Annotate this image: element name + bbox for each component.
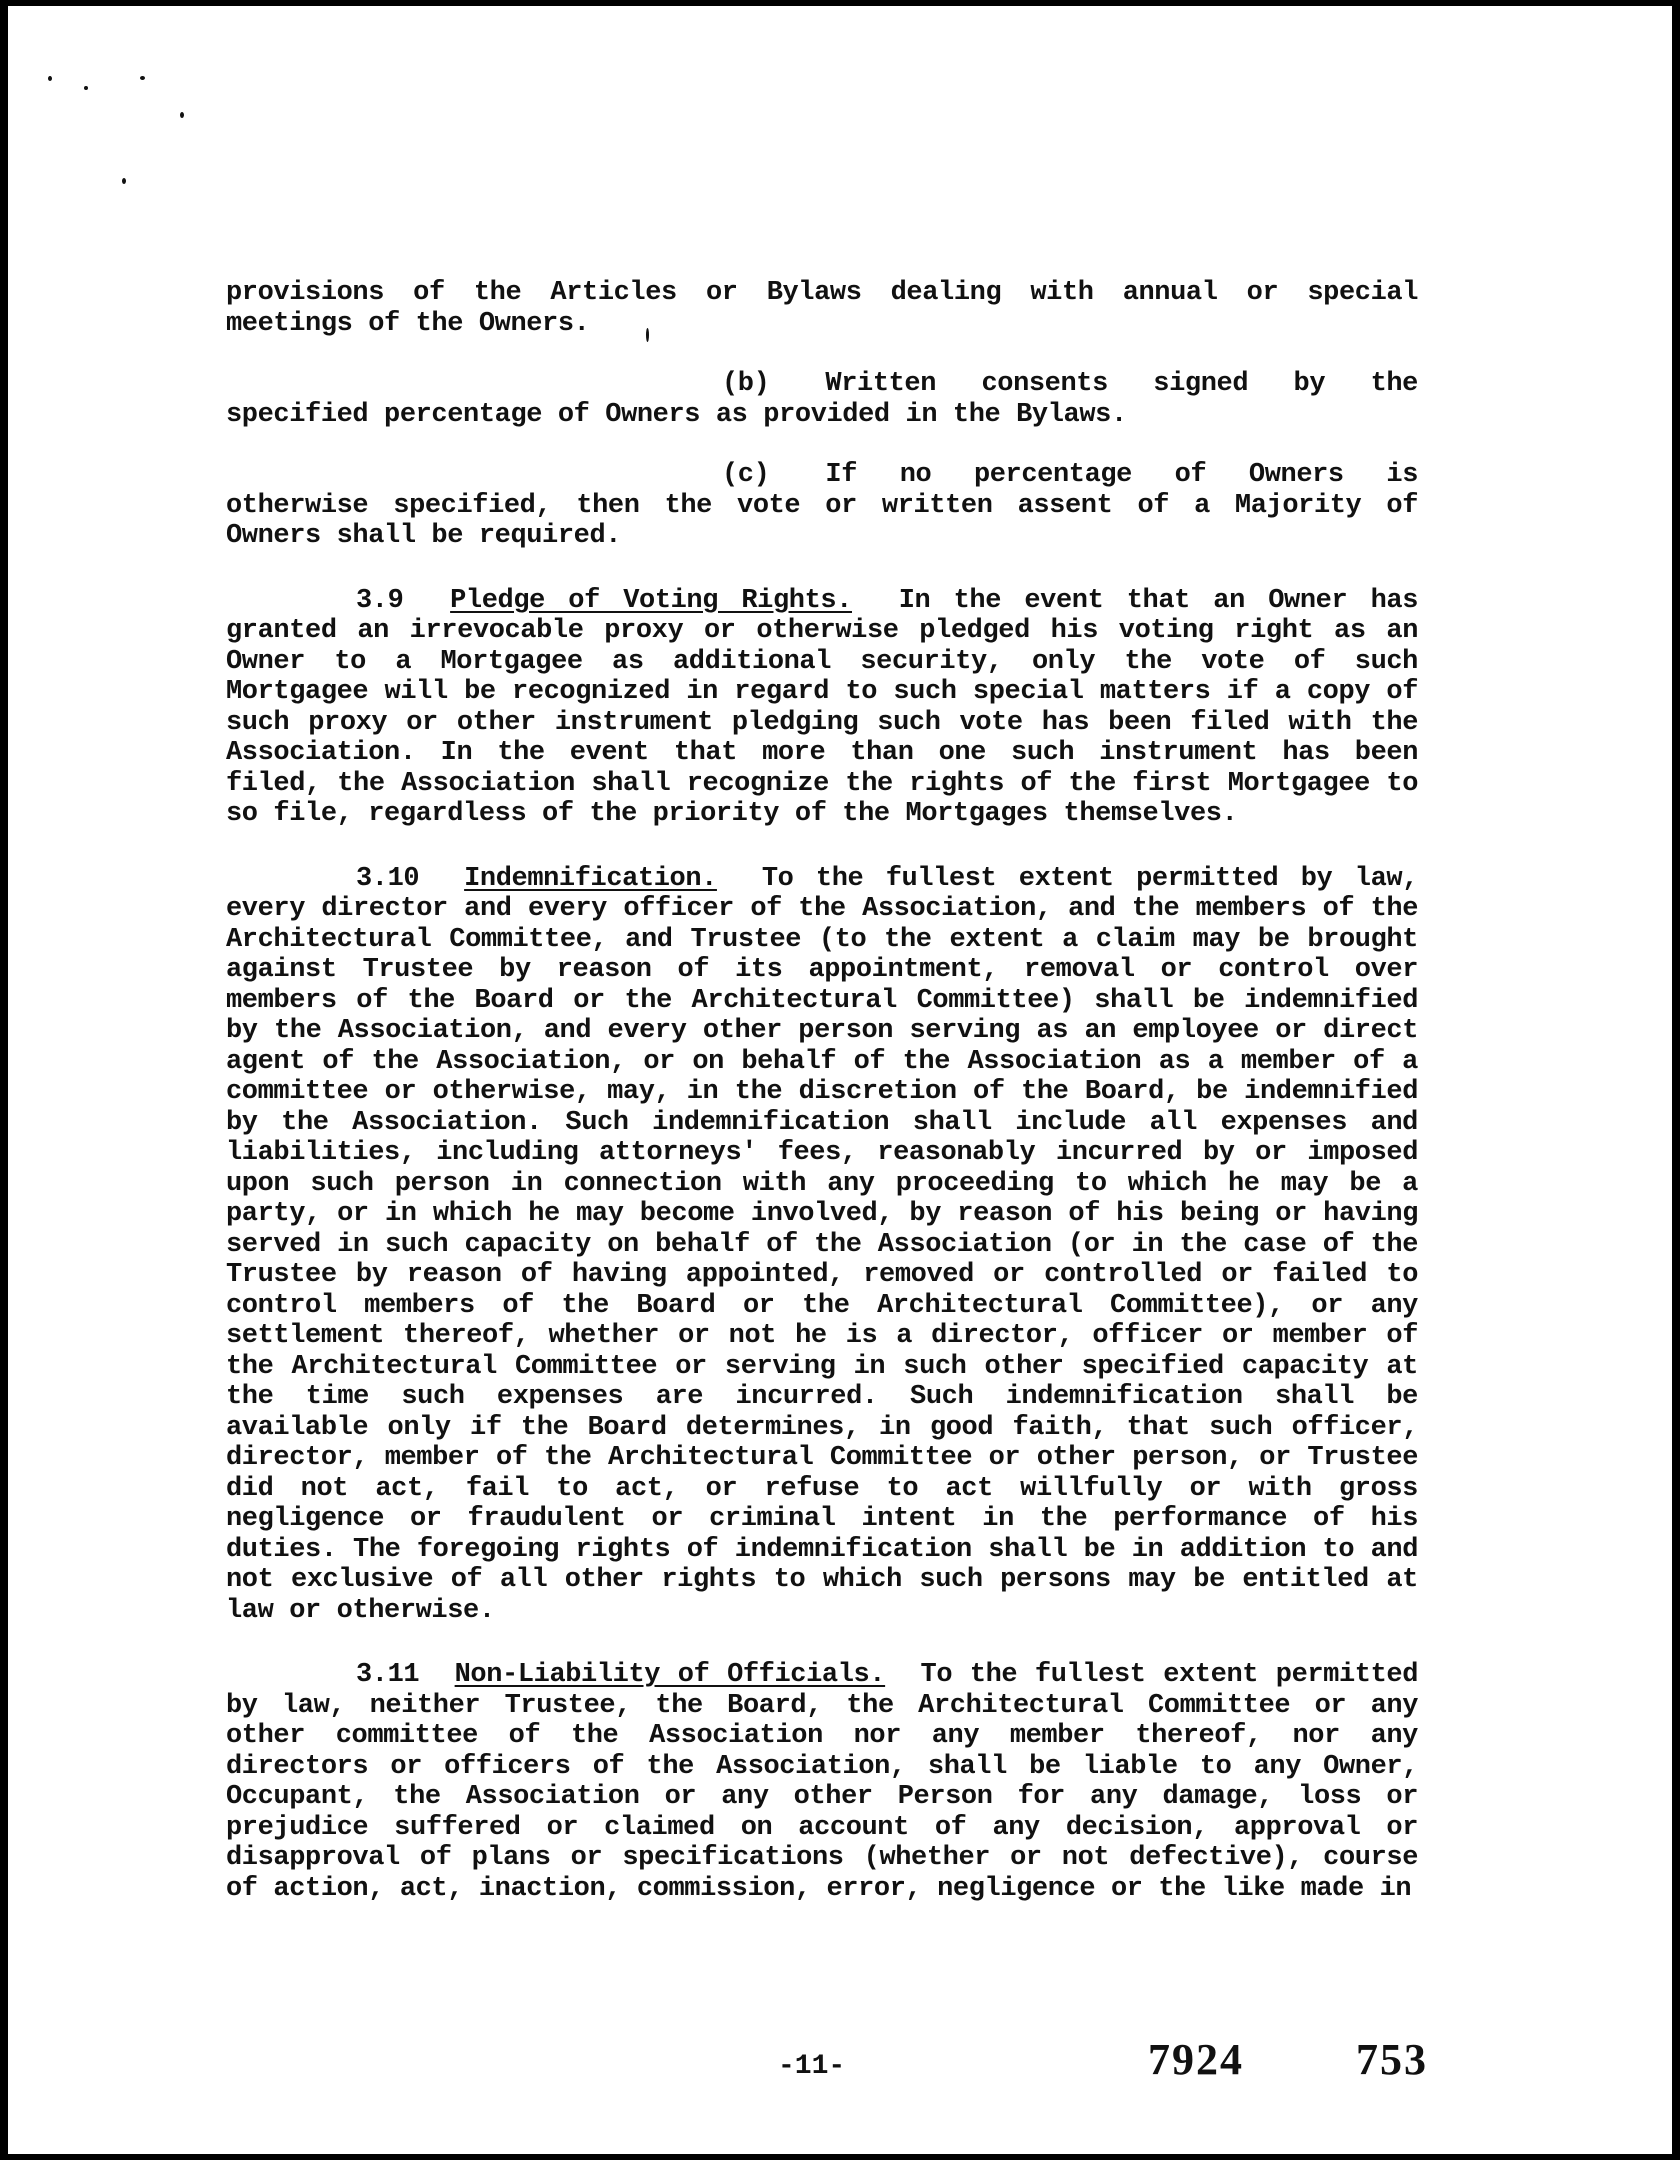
section-heading: Indemnification. [464, 863, 717, 894]
section-heading: Non-Liability of Officials. [454, 1660, 886, 1690]
section-text: In the event that an Owner has granted an irrevocable proxy or otherwise pledged his voting right as an Owner to a Mortgagee as additional security, only the vote of such Mortgagee will be recognized in regard to such special matters if a copy of such proxy or other instrument pledging such vote has been filed with the Association. In the event that more than one such instrument has been filed, the Association shall recognize the rights of the first Mortgagee to so file, regardless of the priority of the Mortgages themselves. [226, 585, 1418, 829]
document-number: 7924 [1148, 2035, 1244, 2084]
paragraph-b [226, 369, 1418, 430]
document-page [8, 6, 1672, 2154]
item-text-c: If no percentage of Owners is otherwise specified, then the vote or written assent of a Majority of Owners shall be required. [226, 460, 1418, 551]
item-label-b: (b) [722, 369, 770, 399]
section-number: 3.9 [356, 585, 404, 616]
item-label-c: (c) [722, 460, 770, 490]
section-3-9 [226, 586, 1418, 830]
document-page-number: 753 [1356, 2035, 1428, 2084]
section-3-11 [226, 1660, 1418, 1904]
scan-speck [122, 178, 126, 184]
scan-speck [140, 76, 145, 80]
paragraph-c [226, 460, 1418, 552]
scan-speck [48, 76, 52, 81]
scan-speck [84, 86, 88, 90]
document-body [226, 278, 1418, 1904]
page-number: -11- [778, 2051, 846, 2082]
section-heading: Pledge of Voting Rights. [450, 585, 852, 616]
scan-speck [180, 112, 184, 118]
section-number: 3.10 [356, 863, 420, 894]
section-3-10 [226, 864, 1418, 1627]
section-number: 3.11 [356, 1660, 420, 1690]
section-text: To the fullest extent permitted by law, every director and every officer of the Association, and the members of the Architectural Committee, and Trustee (to the extent a claim may be brought against Trustee by reason of its appointment, removal or control over members of the Board or the Architectural Committee) shall be indemnified by the Association, and every other person serving as an employee or direct agent of the Association, or on behalf of the Association as a member of a committee or otherwise, may, in the discretion of the Board, be indemnified by the Association. Such indemnification shall include all expenses and liabilities, including attorneys' fees, reasonably incurred by or imposed upon such person in connection with any proceeding to which he may be a party, or in which he may become involved, by reason of his being or having served in such capacity on behalf of the Association (or in the case of the Trustee by reason of having appointed, removed or controlled or failed to control members of the Board or the Architectural Committee), or any settlement thereof, whether or not he is a director, officer or member of the Architectural Committee or serving in such other specified capacity at the time such expenses are incurred. Such indemnification shall be available only if the Board determines, in good faith, that such officer, director, member of the Architectural Committee or other person, or Trustee did not act, fail to act, or refuse to act willfully or with gross negligence or fraudulent or criminal intent in the performance of his duties. The foregoing rights of indemnification shall be in addition to and not exclusive of all other rights to which such persons may be entitled at law or otherwise. [226, 863, 1418, 1626]
section-text: To the fullest extent permitted by law, neither Trustee, the Board, the Architectural Committee or any other committee of the Association nor any member thereof, nor any directors or officers of the Association, shall be liable to any Owner, Occupant, the Association or any other Person for any damage, loss or prejudice suffered or claimed on account of any decision, approval or disapproval of plans or specifications (whether or not defective), course of action, act, inaction, commission, error, negligence or the like made in [226, 1660, 1418, 1904]
item-text-b: Written consents signed by the specified percentage of Owners as provided in the Bylaws. [226, 369, 1418, 430]
paragraph-continuation: provisions of the Articles or Bylaws dealing with annual or special meetings of the Owners. [226, 278, 1418, 339]
